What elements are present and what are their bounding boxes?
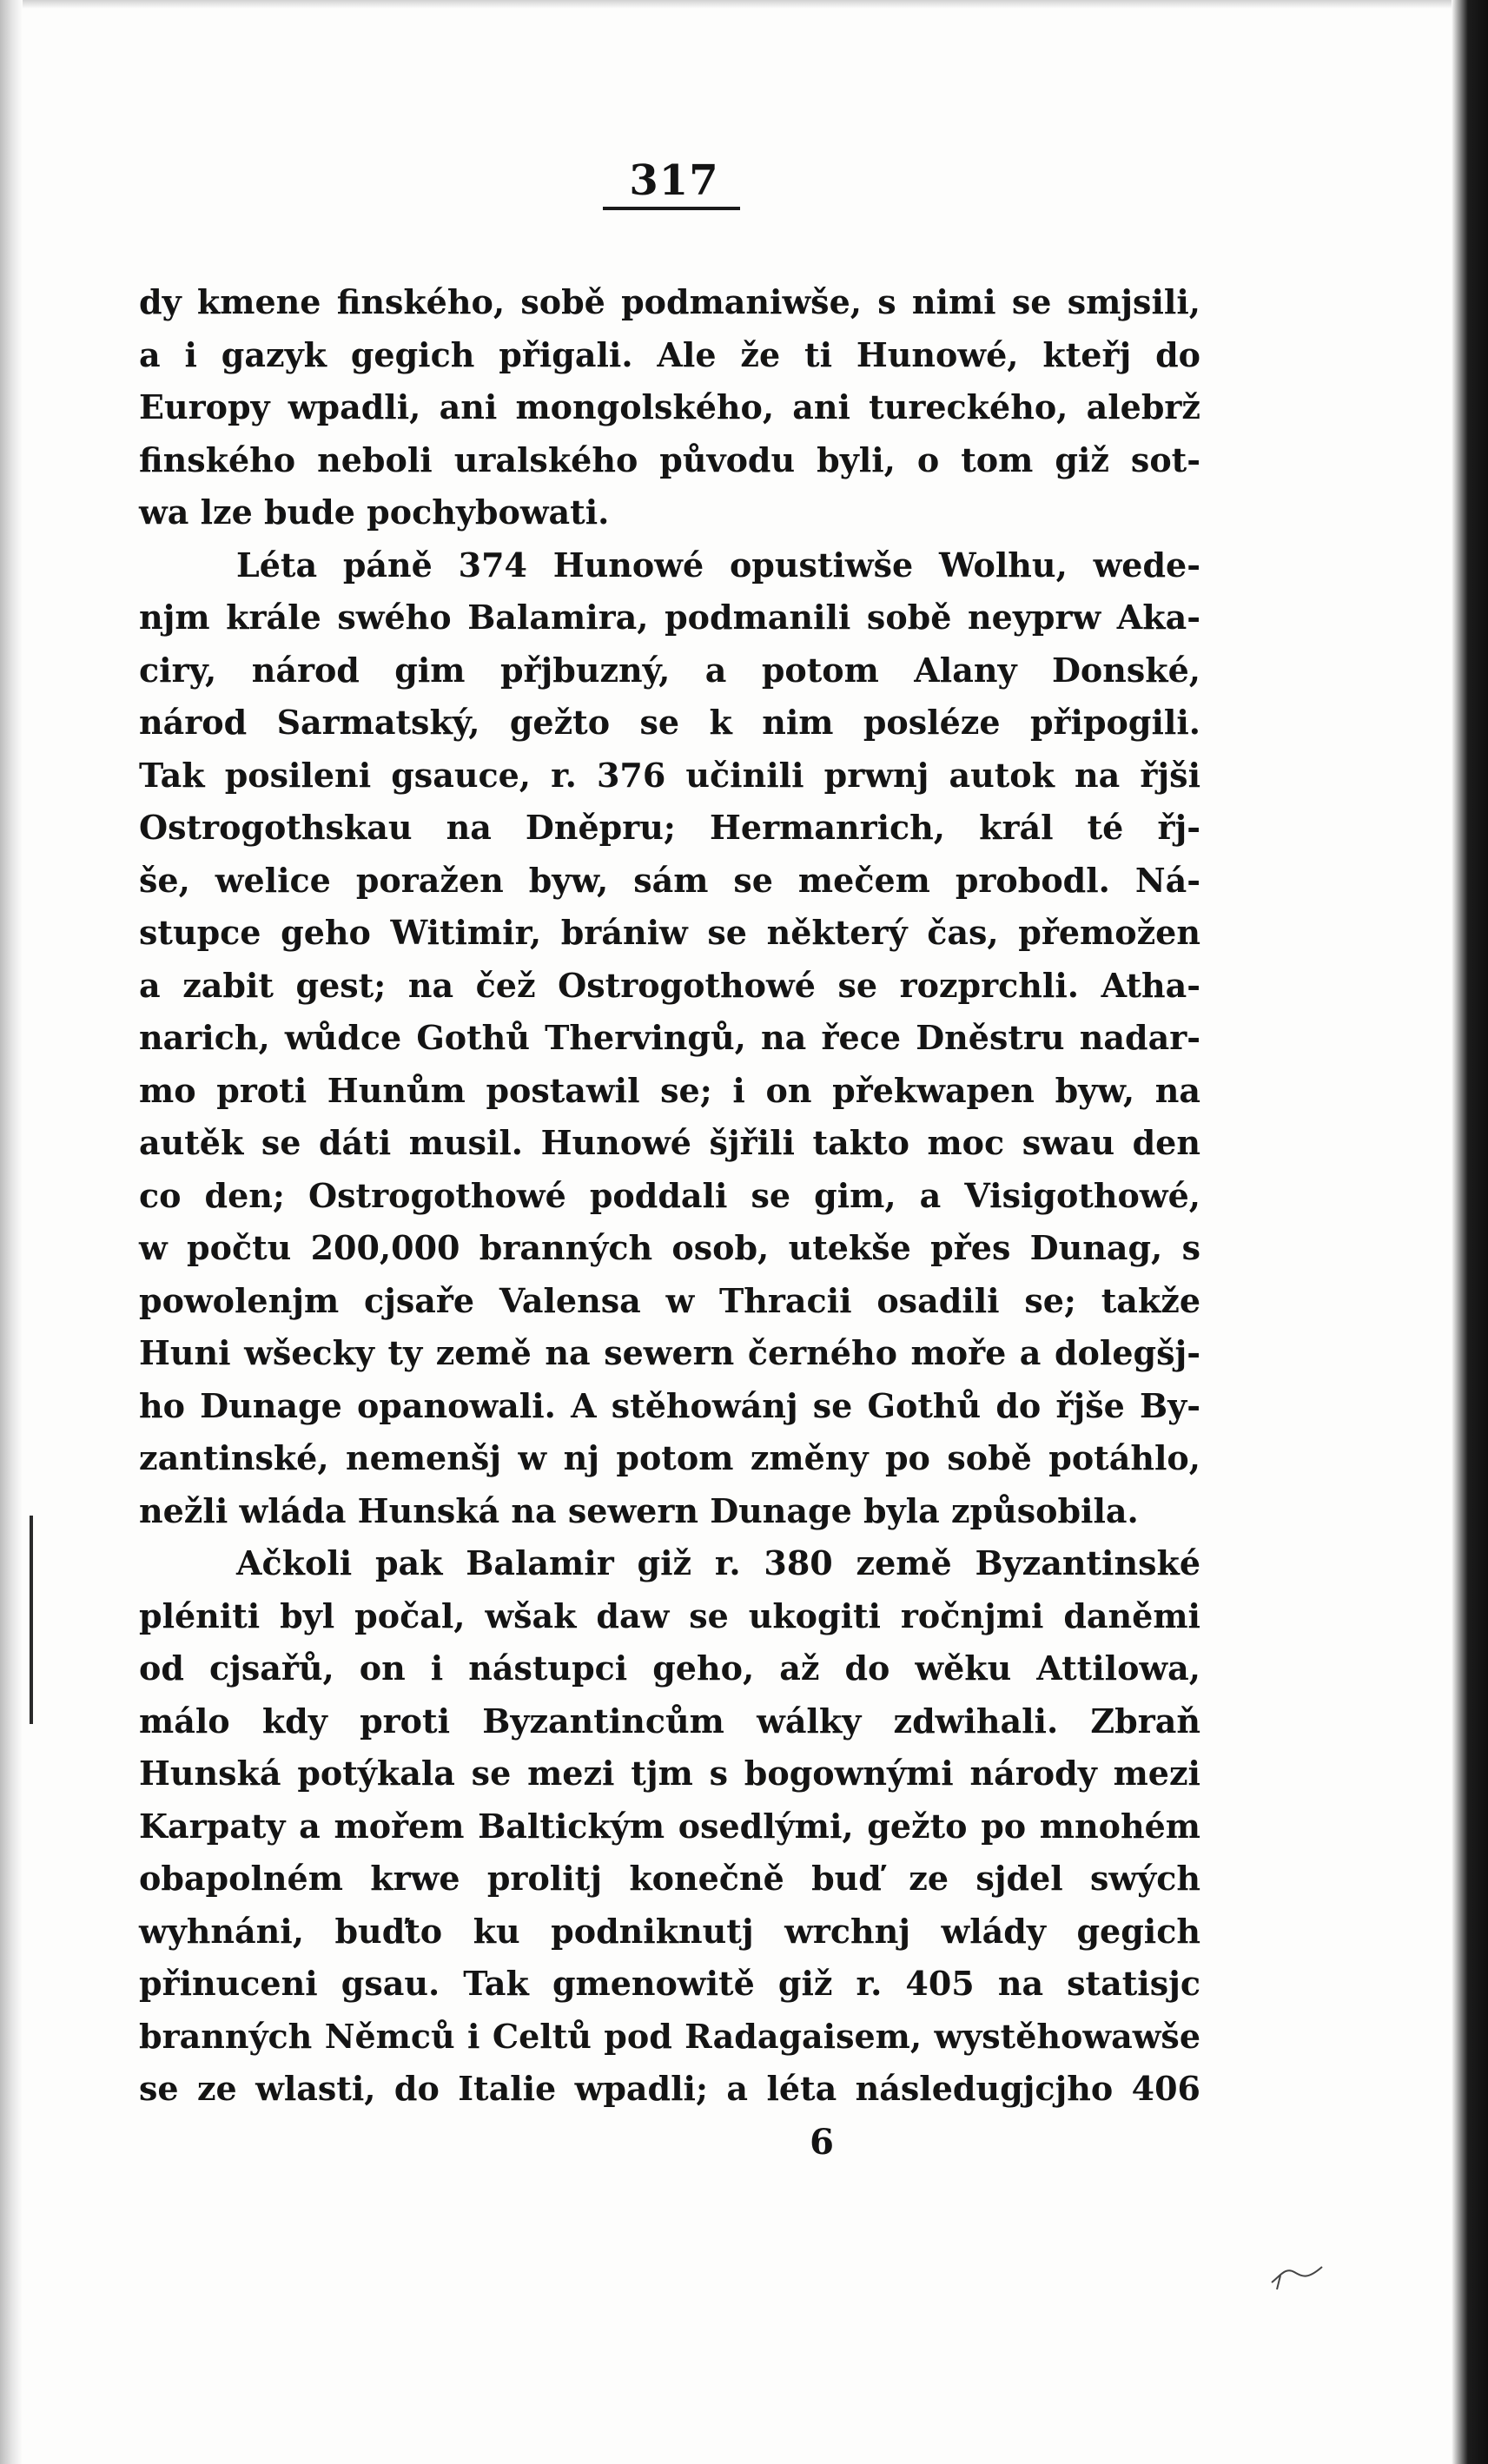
text-line: mo proti Hunům postawil se; i on překwapen byw, na [139,1070,1200,1110]
text-line: Tak posileni gsauce, r. 376 učinili prwnj autok na řjši [139,755,1200,795]
text-line: pléniti byl počal, wšak daw se ukogiti ročnjmi daněmi [139,1595,1200,1635]
text-line: wa lze bude pochybowati. [139,492,610,532]
text-line: Léta páně 374 Hunowé opustiwše Wolhu, wede- [236,545,1200,585]
body-text [139,276,1200,2116]
text-line: w počtu 200,000 branných osob, utekše přes Dunag, s [139,1228,1200,1267]
text-line: a zabit gest; na čež Ostrogothowé se rozprchli. Atha- [139,965,1200,1005]
text-line: Ačkoli pak Balamir giž r. 380 země Byzantinské [236,1543,1200,1582]
text-line: Europy wpadli, ani mongolského, ani tureckého, alebrž [139,387,1200,426]
text-line: co den; Ostrogothowé poddali se gim, a Visigothowé, [139,1175,1200,1215]
pen-flourish-icon [1268,2249,1329,2293]
text-line: a i gazyk gegich přigali. Ale že ti Hunowé, kteřj do [139,334,1200,374]
text-line: Ostrogothskau na Dněpru; Hermanrich, král té řj- [139,808,1200,847]
text-line: obapolném krwe prolitj konečně buď ze sjdel swých [139,1859,1200,1898]
text-line: wyhnáni, buďto ku podniknutj wrchnj wlády gegich [139,1911,1200,1951]
text-line: od cjsařů, on i nástupci geho, až do wěku Attilowa, [139,1648,1200,1688]
text-line: Huni wšecky ty země na sewern černého moře a dolegšj- [139,1333,1200,1372]
text-line: ho Dunage opanowali. A stěhowánj se Gothů do řjše By- [139,1385,1200,1425]
text-line: autěk se dáti musil. Hunowé šjřili takto moc swau den [139,1123,1200,1162]
margin-bracket-mark [30,1516,33,1724]
scan-edge-top [0,0,1488,9]
scan-edge-left [0,0,23,2464]
text-line: finského neboli uralského původu byli, o tom giž sot- [139,439,1200,479]
text-line: nežli wláda Hunská na sewern Dunage byla způsobila. [139,1490,1139,1530]
page-number-rule [603,207,740,210]
text-line: málo kdy proti Byzantincům wálky zdwihali. Zbraň [139,1701,1200,1741]
scan-edge-right [1452,0,1488,2464]
text-line: ciry, národ gim přjbuzný, a potom Alany Donské, [139,650,1200,690]
text-line: njm krále swého Balamira, podmanili sobě neyprw Aka- [139,598,1200,637]
text-line: přinuceni gsau. Tak gmenowitě giž r. 405 na statisjc [139,1964,1200,2003]
text-line: še, welice poražen byw, sám se mečem probodl. Ná- [139,860,1200,900]
page-number: 317 [629,156,719,205]
text-line: se ze wlasti, do Italie wpadli; a léta následugjcjho 406 [139,2069,1200,2108]
text-line: zantinské, nemenšj w nj potom změny po sobě potáhlo, [139,1438,1200,1477]
text-line: národ Sarmatský, gežto se k nim posléze připogili. [139,703,1200,742]
text-line: Hunská potýkala se mezi tjm s bogownými národy mezi [139,1754,1200,1793]
text-line: dy kmene finského, sobě podmaniwše, s nimi se smjsili, [139,282,1200,321]
text-line: stupce geho Witimir, brániw se některý čas, přemožen [139,913,1200,952]
text-line: narich, wůdce Gothů Thervingů, na řece Dněstru nadar- [139,1018,1200,1057]
text-line: powolenjm cjsaře Valensa w Thracii osadili se; takže [139,1280,1200,1320]
text-line: branných Němců i Celtů pod Radagaisem, wystěhowawše [139,2016,1200,2056]
signature-mark: 6 [810,2122,834,2163]
text-line: Karpaty a mořem Baltickým osedlými, gežto po mnohém [139,1806,1200,1846]
